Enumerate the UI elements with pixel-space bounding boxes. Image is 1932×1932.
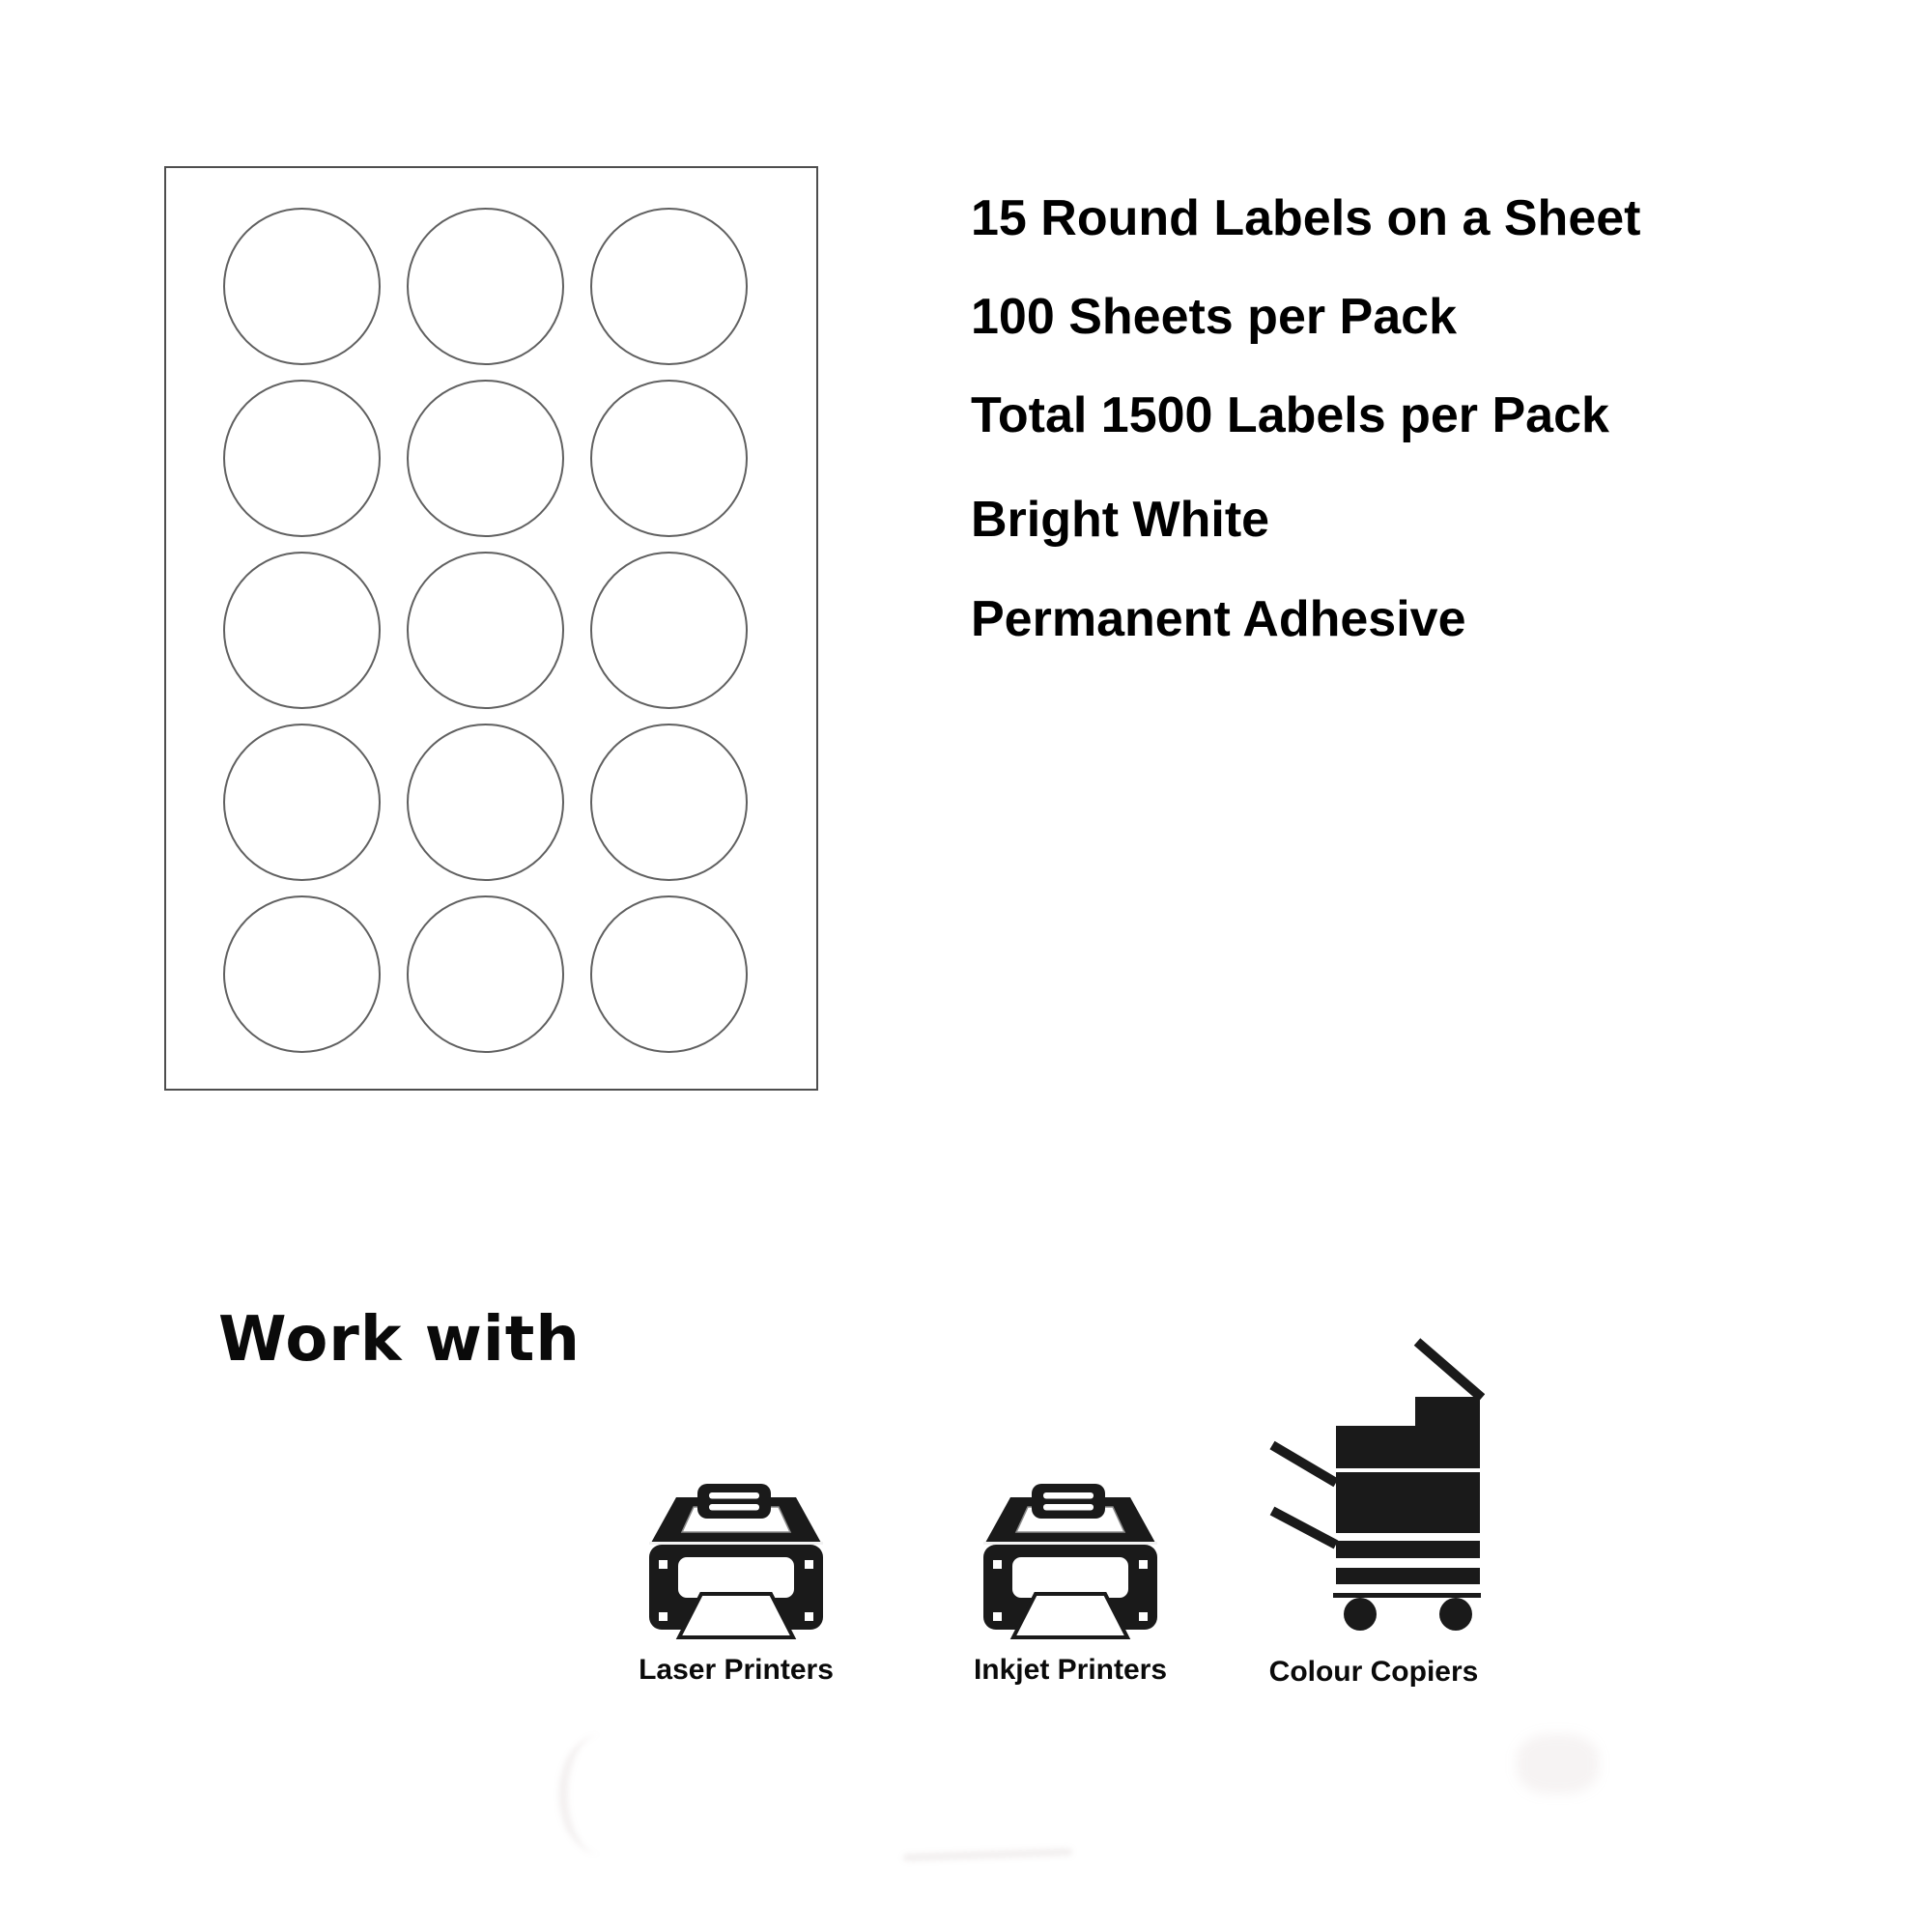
watermark-smudge — [903, 1848, 1072, 1861]
round-label — [407, 895, 564, 1053]
round-label — [590, 724, 748, 881]
round-label — [590, 380, 748, 537]
label-sheet-diagram — [164, 166, 818, 1091]
label-grid — [223, 208, 748, 1053]
inkjet-printer-icon — [983, 1484, 1157, 1640]
round-label — [407, 380, 564, 537]
round-label — [223, 552, 381, 709]
feature-item: Bright White — [971, 492, 1270, 548]
feature-item: Total 1500 Labels per Pack — [971, 387, 1609, 443]
round-label — [590, 208, 748, 365]
device-label: Inkjet Printers — [973, 1654, 1168, 1686]
round-label — [407, 552, 564, 709]
round-label — [407, 208, 564, 365]
round-label — [223, 895, 381, 1053]
round-label — [223, 208, 381, 365]
feature-item: 15 Round Labels on a Sheet — [971, 190, 1641, 246]
round-label — [223, 380, 381, 537]
round-label — [407, 724, 564, 881]
round-label — [590, 895, 748, 1053]
device-label: Colour Copiers — [1268, 1656, 1479, 1688]
watermark-smudge — [1517, 1734, 1599, 1794]
round-label — [590, 552, 748, 709]
device-colour-copiers — [1263, 1336, 1485, 1688]
device-laser-printers — [639, 1484, 834, 1686]
laser-printer-icon — [649, 1484, 823, 1640]
feature-item: Permanent Adhesive — [971, 591, 1466, 647]
round-label — [223, 724, 381, 881]
device-inkjet-printers — [973, 1484, 1168, 1686]
feature-item: 100 Sheets per Pack — [971, 289, 1457, 345]
watermark-smudge — [558, 1734, 645, 1855]
device-label: Laser Printers — [639, 1654, 834, 1686]
colour-copier-icon — [1263, 1336, 1485, 1637]
work-with-heading: Work with — [218, 1304, 581, 1376]
